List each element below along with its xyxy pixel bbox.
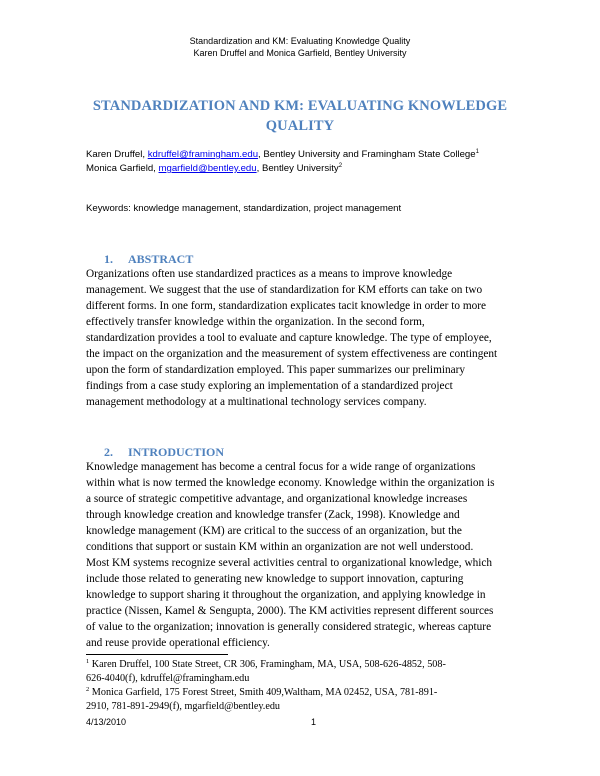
- footnote-marker: 1: [475, 149, 479, 155]
- running-header-authors: Karen Druffel and Monica Garfield, Bentley University: [193, 48, 407, 58]
- text-line: of value to the organization; innovation is generally considered strategic, whereas capture: [86, 621, 492, 633]
- text-line: through knowledge creation and knowledge transfer (Zack, 1998). Knowledge and: [86, 509, 460, 521]
- section-heading-introduction: [104, 444, 224, 460]
- footer-date: 4/13/2010: [86, 717, 127, 727]
- author-affiliation: , Bentley University: [256, 163, 339, 174]
- text-line: standardization provides a tool to evaluate and capture knowledge. The type of employee,: [86, 332, 492, 344]
- section-title: INTRODUCTION: [128, 445, 225, 459]
- author-line: [86, 162, 556, 176]
- footnote-marker: 2: [338, 163, 343, 169]
- author-email-link[interactable]: mgarfield@bentley.edu: [158, 163, 257, 174]
- author-name: Monica Garfield,: [86, 163, 159, 174]
- text-line: within what is now termed the knowledge economy. Knowledge within the organization is: [86, 477, 495, 489]
- section-title: ABSTRACT: [128, 252, 194, 266]
- author-email-link[interactable]: kdruffel@framingham.edu: [147, 149, 259, 160]
- text-line: and reuse provide operational efficiency.: [86, 637, 270, 649]
- text-line: upon the form of standardization employed. This paper summarizes our preliminary: [86, 364, 466, 376]
- text-line: practice (Nissen, Kamel & Sengupta, 2000). The KM activities represent different sources: [86, 605, 494, 617]
- footnote-line: $^2$ Monica Garfield, 175 Forest Street, Smith 409,Waltham, MA 02452, USA, 781-891-: [86, 686, 438, 698]
- footnote-mark: 2: [86, 686, 90, 693]
- footnote-line: 2910, 781-891-2949(f), mgarfield@bentley.edu: [86, 701, 281, 712]
- text-line: conditions that support or sustain KM within an organization are not well understood.: [86, 541, 474, 553]
- paper-title: [60, 96, 540, 136]
- paper-title-line-2: QUALITY: [265, 118, 335, 134]
- text-line: include those related to generating new knowledge to support innovation, capturing: [86, 573, 464, 585]
- abstract-body: [86, 266, 526, 410]
- footnote-mark: 1: [86, 658, 90, 665]
- text-line: a source of strategic competitive advantage, and organizational knowledge increases: [86, 493, 468, 505]
- text-line: findings from a case study exploring an implementation of a standardized project: [86, 380, 453, 392]
- text-line: Most KM systems recognize several activities central to organizational knowledge, which: [86, 557, 493, 569]
- text-line: Organizations often use standardized practices as a means to improve knowledge: [86, 268, 453, 280]
- text-line: knowledge to support sharing it throughout the organization, and applying knowledge in: [86, 589, 486, 601]
- section-number: 2.: [104, 445, 113, 459]
- text-line: management. We suggest that the use of standardization for KM efforts can take on two: [86, 284, 483, 296]
- paper-title-line-1: STANDARDIZATION AND KM: EVALUATING KNOWLEDGE: [92, 98, 508, 114]
- footnote-line: $^1$ Karen Druffel, 100 State Street, CR 306, Framingham, MA, USA, 508-626-4852, 508-: [86, 658, 446, 670]
- section-number: 1.: [104, 252, 113, 266]
- footnotes: [86, 658, 526, 714]
- section-heading-abstract: [104, 251, 193, 267]
- text-line: Knowledge management has become a central focus for a wide range of organizations: [86, 461, 476, 473]
- text-line: different forms. In one form, standardization explicates tacit knowledge in order to more: [86, 300, 487, 312]
- author-affiliation: , Bentley University and Framingham State College: [258, 149, 476, 160]
- introduction-body: [86, 459, 526, 651]
- page-number: 1: [311, 717, 317, 727]
- author-name: Karen Druffel,: [86, 149, 148, 160]
- text-line: management methodology at a multinational technology services company.: [86, 396, 427, 408]
- text-line: knowledge management (KM) are critical to the success of an organization, but the: [86, 525, 462, 537]
- running-header-title: Standardization and KM: Evaluating Knowledge Quality: [189, 36, 411, 46]
- text-line: the impact on the organization and the measurement of system effectiveness are contingent: [86, 348, 498, 360]
- author-line: [86, 148, 556, 162]
- keywords: Keywords: knowledge management, standardization, project management: [86, 203, 402, 214]
- author-list: [86, 148, 556, 176]
- footnote-divider: [86, 654, 228, 655]
- footnote-line: 626-4040(f), kdruffel@framingham.edu: [86, 673, 250, 684]
- text-line: effectively transfer knowledge within the organization. In the second form,: [86, 316, 425, 328]
